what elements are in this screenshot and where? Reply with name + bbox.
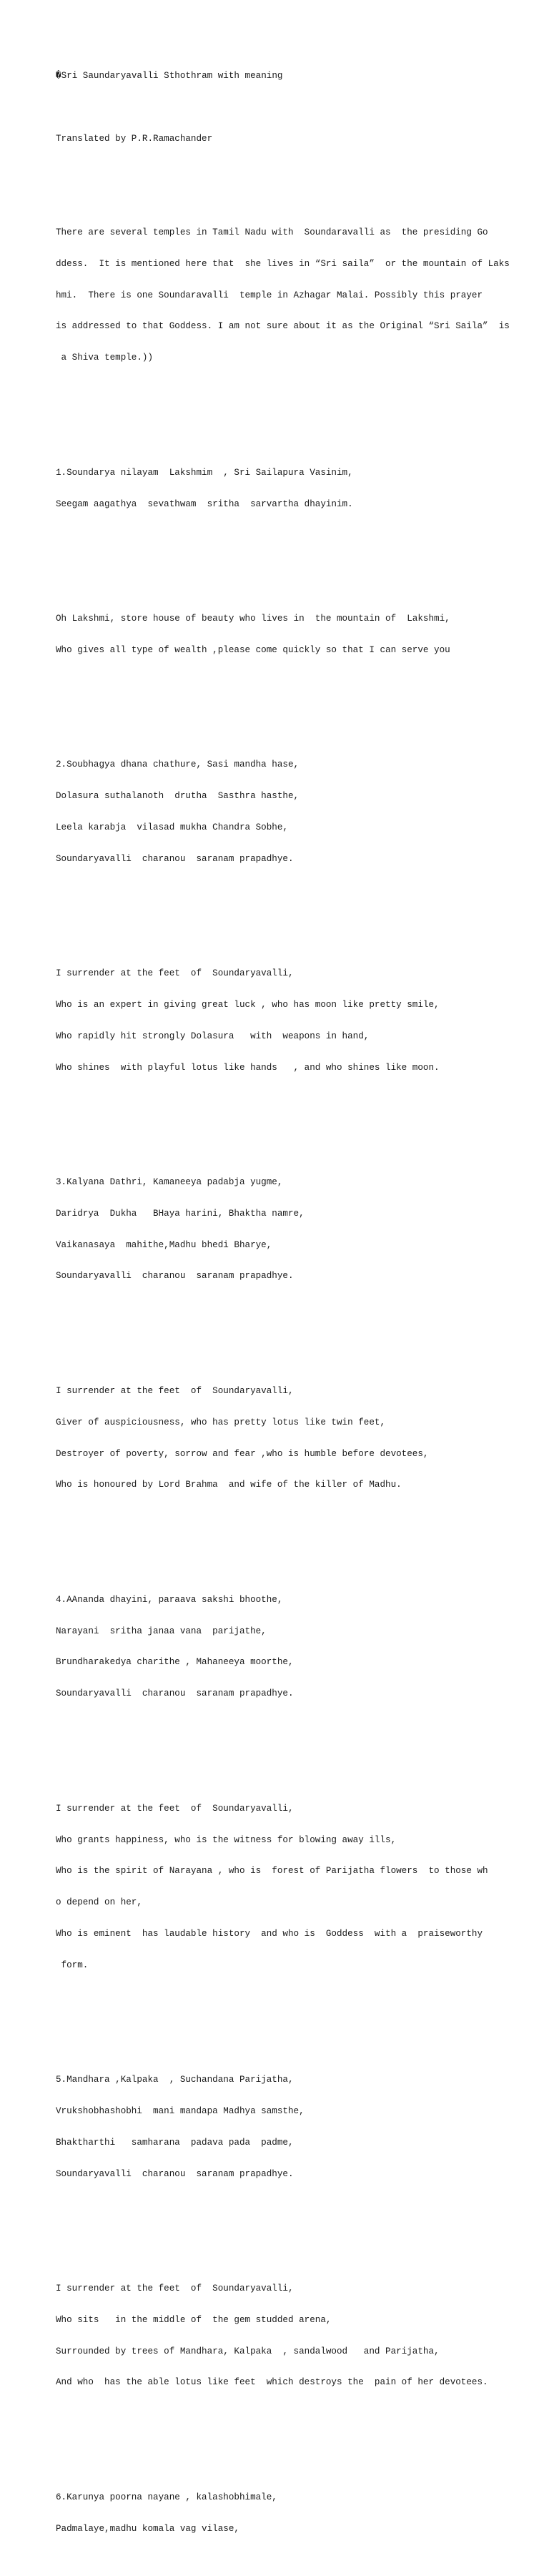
verse-2 (56, 739, 542, 885)
blank-line (56, 1741, 542, 1751)
meaning-line: I surrender at the feet of Soundaryavalli, (56, 2284, 294, 2294)
meaning-2 (56, 948, 542, 1093)
meaning-line: Who gives all type of wealth ,please come quickly so that I can serve you (56, 644, 450, 655)
verse-line: 2.Soubhagya dhana chathure, Sasi mandha hase, (56, 759, 300, 770)
verse-line: Bhaktharthi samharana padava pada padme, (56, 2137, 294, 2148)
meaning-line: Who is honoured by Lord Brahma and wife of the killer of Madhu. (56, 1480, 402, 1490)
verse-line: Brundharakedya charithe , Mahaneeya moorthe, (56, 1657, 294, 1668)
verse-line: 5.Mandhara ,Kalpaka , Suchandana Parijatha, (56, 2075, 294, 2085)
meaning-line: Who shines with playful lotus like hands , and who shines like moon. (56, 1062, 440, 1073)
text-line: a Shiva temple.)) (56, 353, 154, 363)
translator-credit: Translated by P.R.Ramachander (56, 133, 213, 144)
meaning-line: Who rapidly hit strongly Dolasura with weapons in hand, (56, 1031, 370, 1041)
verse-line: 6.Karunya poorna nayane , kalashobhimale, (56, 2492, 277, 2502)
meaning-line: Who grants happiness, who is the witness for blowing away ills, (56, 1834, 397, 1845)
meaning-line: form. (56, 1960, 89, 1970)
meaning-line: And who has the able lotus like feet which destroys the pain of her devotees. (56, 2377, 488, 2388)
meaning-1 (56, 593, 542, 677)
blank-line (56, 1115, 542, 1126)
blank-line (56, 1532, 542, 1543)
meaning-line: Giver of auspiciousness, who has pretty lotus like twin feet, (56, 1417, 386, 1427)
blank-line (56, 2429, 542, 2440)
meaning-line: Destroyer of poverty, sorrow and fear ,who is humble before devotees, (56, 1448, 429, 1459)
blank-line (56, 102, 542, 113)
meaning-line: Who is an expert in giving great luck , who has moon like pretty smile, (56, 1000, 440, 1011)
meaning-5 (56, 2263, 542, 2409)
text-line: is addressed to that Goddess. I am not sure about it as the Original “Sri Saila” is (56, 321, 510, 332)
meaning-line: o depend on her, (56, 1897, 142, 1908)
verse-line: Leela karabja vilasad mukha Chandra Sobhe, (56, 822, 288, 832)
verse-line: Vrukshobhashobhi mani mandapa Madhya samsthe, (56, 2105, 305, 2116)
meaning-line: I surrender at the feet of Soundaryavalli, (56, 968, 294, 979)
meaning-line: I surrender at the feet of Soundaryavalli, (56, 1803, 294, 1814)
text-line: ddess. It is mentioned here that she lives in “Sri saila” or the mountain of Laks (56, 258, 510, 269)
verse-line: Seegam aagathya sevathwam sritha sarvartha dhayinim. (56, 498, 353, 509)
meaning-line: Surrounded by trees of Mandhara, Kalpaka , sandalwood and Parijatha, (56, 2346, 440, 2356)
meaning-line: I surrender at the feet of Soundaryavalli, (56, 1386, 294, 1396)
blank-line (56, 165, 542, 176)
verse-line: 1.Soundarya nilayam Lakshmim , Sri Sailapura Vasinim, (56, 467, 353, 478)
verse-1 (56, 447, 542, 531)
blank-line (56, 2221, 542, 2232)
verse-line: 4.AAnanda dhayini, paraava sakshi bhoothe, (56, 1594, 283, 1605)
verse-6 (56, 2472, 542, 2555)
verse-5 (56, 2054, 542, 2200)
verse-line: Soundaryavalli charanou saranam prapadhye. (56, 1271, 294, 1282)
meaning-line: Who sits in the middle of the gem studded arena, (56, 2314, 332, 2325)
verse-line: Padmalaye,madhu komala vag vilase, (56, 2523, 239, 2534)
verse-line: Soundaryavalli charanou saranam prapadhye. (56, 853, 294, 864)
blank-line (56, 551, 542, 562)
blank-line (56, 2012, 542, 2023)
document-title: �Sri Saundaryavalli Sthothram with meaning (56, 71, 283, 82)
verse-line: Dolasura suthalanoth drutha Sasthra hasthe, (56, 791, 300, 802)
text-line: hmi. There is one Soundaravalli temple in Azhagar Malai. Possibly this prayer (56, 290, 483, 300)
blank-line (56, 405, 542, 416)
text-line: There are several temples in Tamil Nadu with Soundaravalli as the presiding Go (56, 227, 488, 238)
meaning-line: Who is the spirit of Narayana , who is forest of Parijatha flowers to those wh (56, 1866, 488, 1877)
document-text (56, 50, 542, 2576)
blank-line (56, 1323, 542, 1334)
meaning-line: Oh Lakshmi, store house of beauty who lives in the mountain of Lakshmi, (56, 614, 450, 624)
verse-line: Daridrya Dukha BHaya harini, Bhaktha namre, (56, 1208, 305, 1219)
blank-line (56, 697, 542, 708)
meaning-line: Who is eminent has laudable history and who is Goddess with a praiseworthy (56, 1928, 483, 1939)
blank-line (56, 906, 542, 917)
verse-4 (56, 1574, 542, 1720)
intro-paragraph (56, 207, 542, 384)
meaning-3 (56, 1365, 542, 1511)
verse-line: Narayani sritha janaa vana parijathe, (56, 1626, 267, 1636)
meaning-4 (56, 1783, 542, 1992)
verse-line: Soundaryavalli charanou saranam prapadhye. (56, 2168, 294, 2179)
verse-line: Soundaryavalli charanou saranam prapadhye. (56, 1688, 294, 1699)
verse-3 (56, 1156, 542, 1302)
verse-line: 3.Kalyana Dathri, Kamaneeya padabja yugme, (56, 1177, 283, 1188)
verse-line: Vaikanasaya mahithe,Madhu bhedi Bharye, (56, 1239, 272, 1250)
